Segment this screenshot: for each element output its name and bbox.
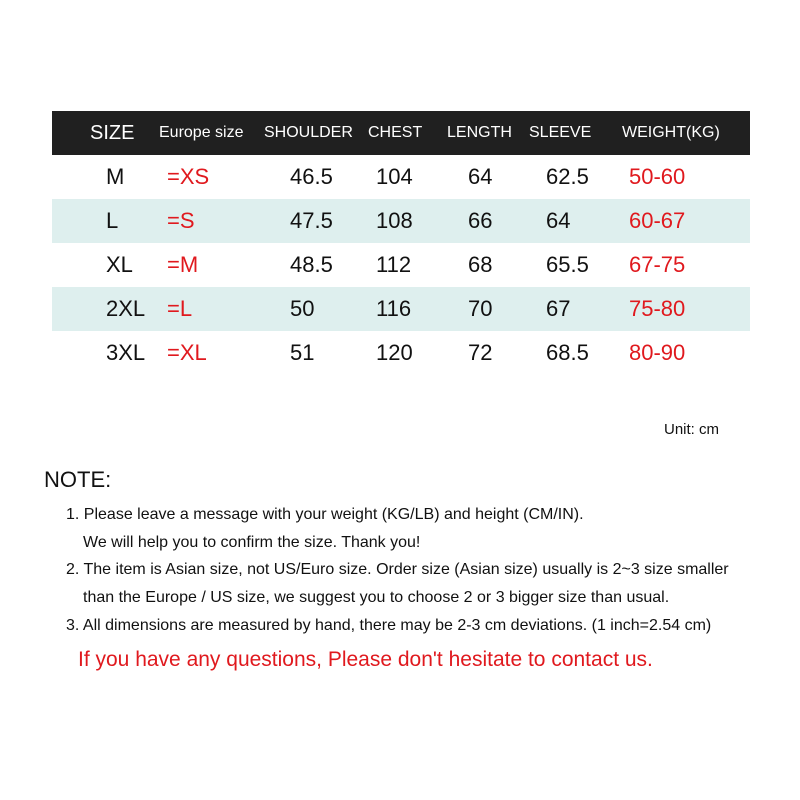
cell-chest: 104 <box>376 164 413 189</box>
cell-chest: 108 <box>376 208 413 233</box>
header-europe-size: Europe size <box>159 124 244 141</box>
contact-message: If you have any questions, Please don't hesitate to contact us. <box>78 648 653 671</box>
header-length: LENGTH <box>447 124 512 141</box>
cell-chest: 120 <box>376 340 413 365</box>
note-line-1-continued: We will help you to confirm the size. Thank you! <box>83 534 421 551</box>
header-sleeve: SLEEVE <box>529 124 592 141</box>
size-chart-table <box>52 111 750 375</box>
cell-chest: 112 <box>376 252 412 277</box>
table-row <box>52 155 750 199</box>
note-line-2-continued: than the Europe / US size, we suggest you to choose 2 or 3 bigger size than usual. <box>83 589 670 606</box>
cell-chest: 116 <box>376 296 412 321</box>
header-chest: CHEST <box>368 124 423 141</box>
cell-sleeve: 67 <box>546 296 571 321</box>
table-row <box>52 199 750 243</box>
cell-length: 64 <box>468 164 493 189</box>
cell-shoulder: 47.5 <box>290 208 333 233</box>
cell-europe-size: =XL <box>167 340 207 365</box>
cell-size: L <box>106 208 119 233</box>
cell-size: XL <box>106 252 133 277</box>
cell-weight: 67-75 <box>629 252 686 277</box>
cell-size: 3XL <box>106 340 146 365</box>
cell-length: 70 <box>468 296 493 321</box>
cell-size: 2XL <box>106 296 146 321</box>
cell-sleeve: 65.5 <box>546 252 589 277</box>
cell-europe-size: =M <box>167 252 199 277</box>
note-line-3: 3. All dimensions are measured by hand, there may be 2-3 cm deviations. (1 inch=2.54 cm) <box>66 617 712 634</box>
cell-length: 72 <box>468 340 493 365</box>
cell-shoulder: 46.5 <box>290 164 333 189</box>
cell-length: 66 <box>468 208 493 233</box>
header-shoulder: SHOULDER <box>264 124 353 141</box>
table-row <box>52 287 750 331</box>
cell-europe-size: =L <box>167 296 193 321</box>
cell-sleeve: 62.5 <box>546 164 589 189</box>
cell-shoulder: 51 <box>290 340 315 365</box>
table-row <box>52 331 750 375</box>
table-row <box>52 243 750 287</box>
cell-sleeve: 68.5 <box>546 340 589 365</box>
unit-label: Unit: cm <box>664 421 720 438</box>
cell-length: 68 <box>468 252 493 277</box>
cell-size: M <box>106 164 125 189</box>
cell-sleeve: 64 <box>546 208 571 233</box>
cell-shoulder: 48.5 <box>290 252 333 277</box>
note-title: NOTE: <box>44 467 112 492</box>
cell-weight: 80-90 <box>629 340 686 365</box>
cell-weight: 75-80 <box>629 296 686 321</box>
header-weight: WEIGHT(KG) <box>622 124 720 141</box>
note-line-2: 2. The item is Asian size, not US/Euro size. Order size (Asian size) usually is 2~3 size smaller <box>66 561 729 578</box>
table-header-row <box>52 111 750 155</box>
note-line-1: 1. Please leave a message with your weight (KG/LB) and height (CM/IN). <box>66 506 584 523</box>
cell-weight: 60-67 <box>629 208 686 233</box>
header-size: SIZE <box>90 122 135 144</box>
cell-europe-size: =S <box>167 208 195 233</box>
cell-shoulder: 50 <box>290 296 315 321</box>
cell-weight: 50-60 <box>629 164 686 189</box>
cell-europe-size: =XS <box>167 164 210 189</box>
